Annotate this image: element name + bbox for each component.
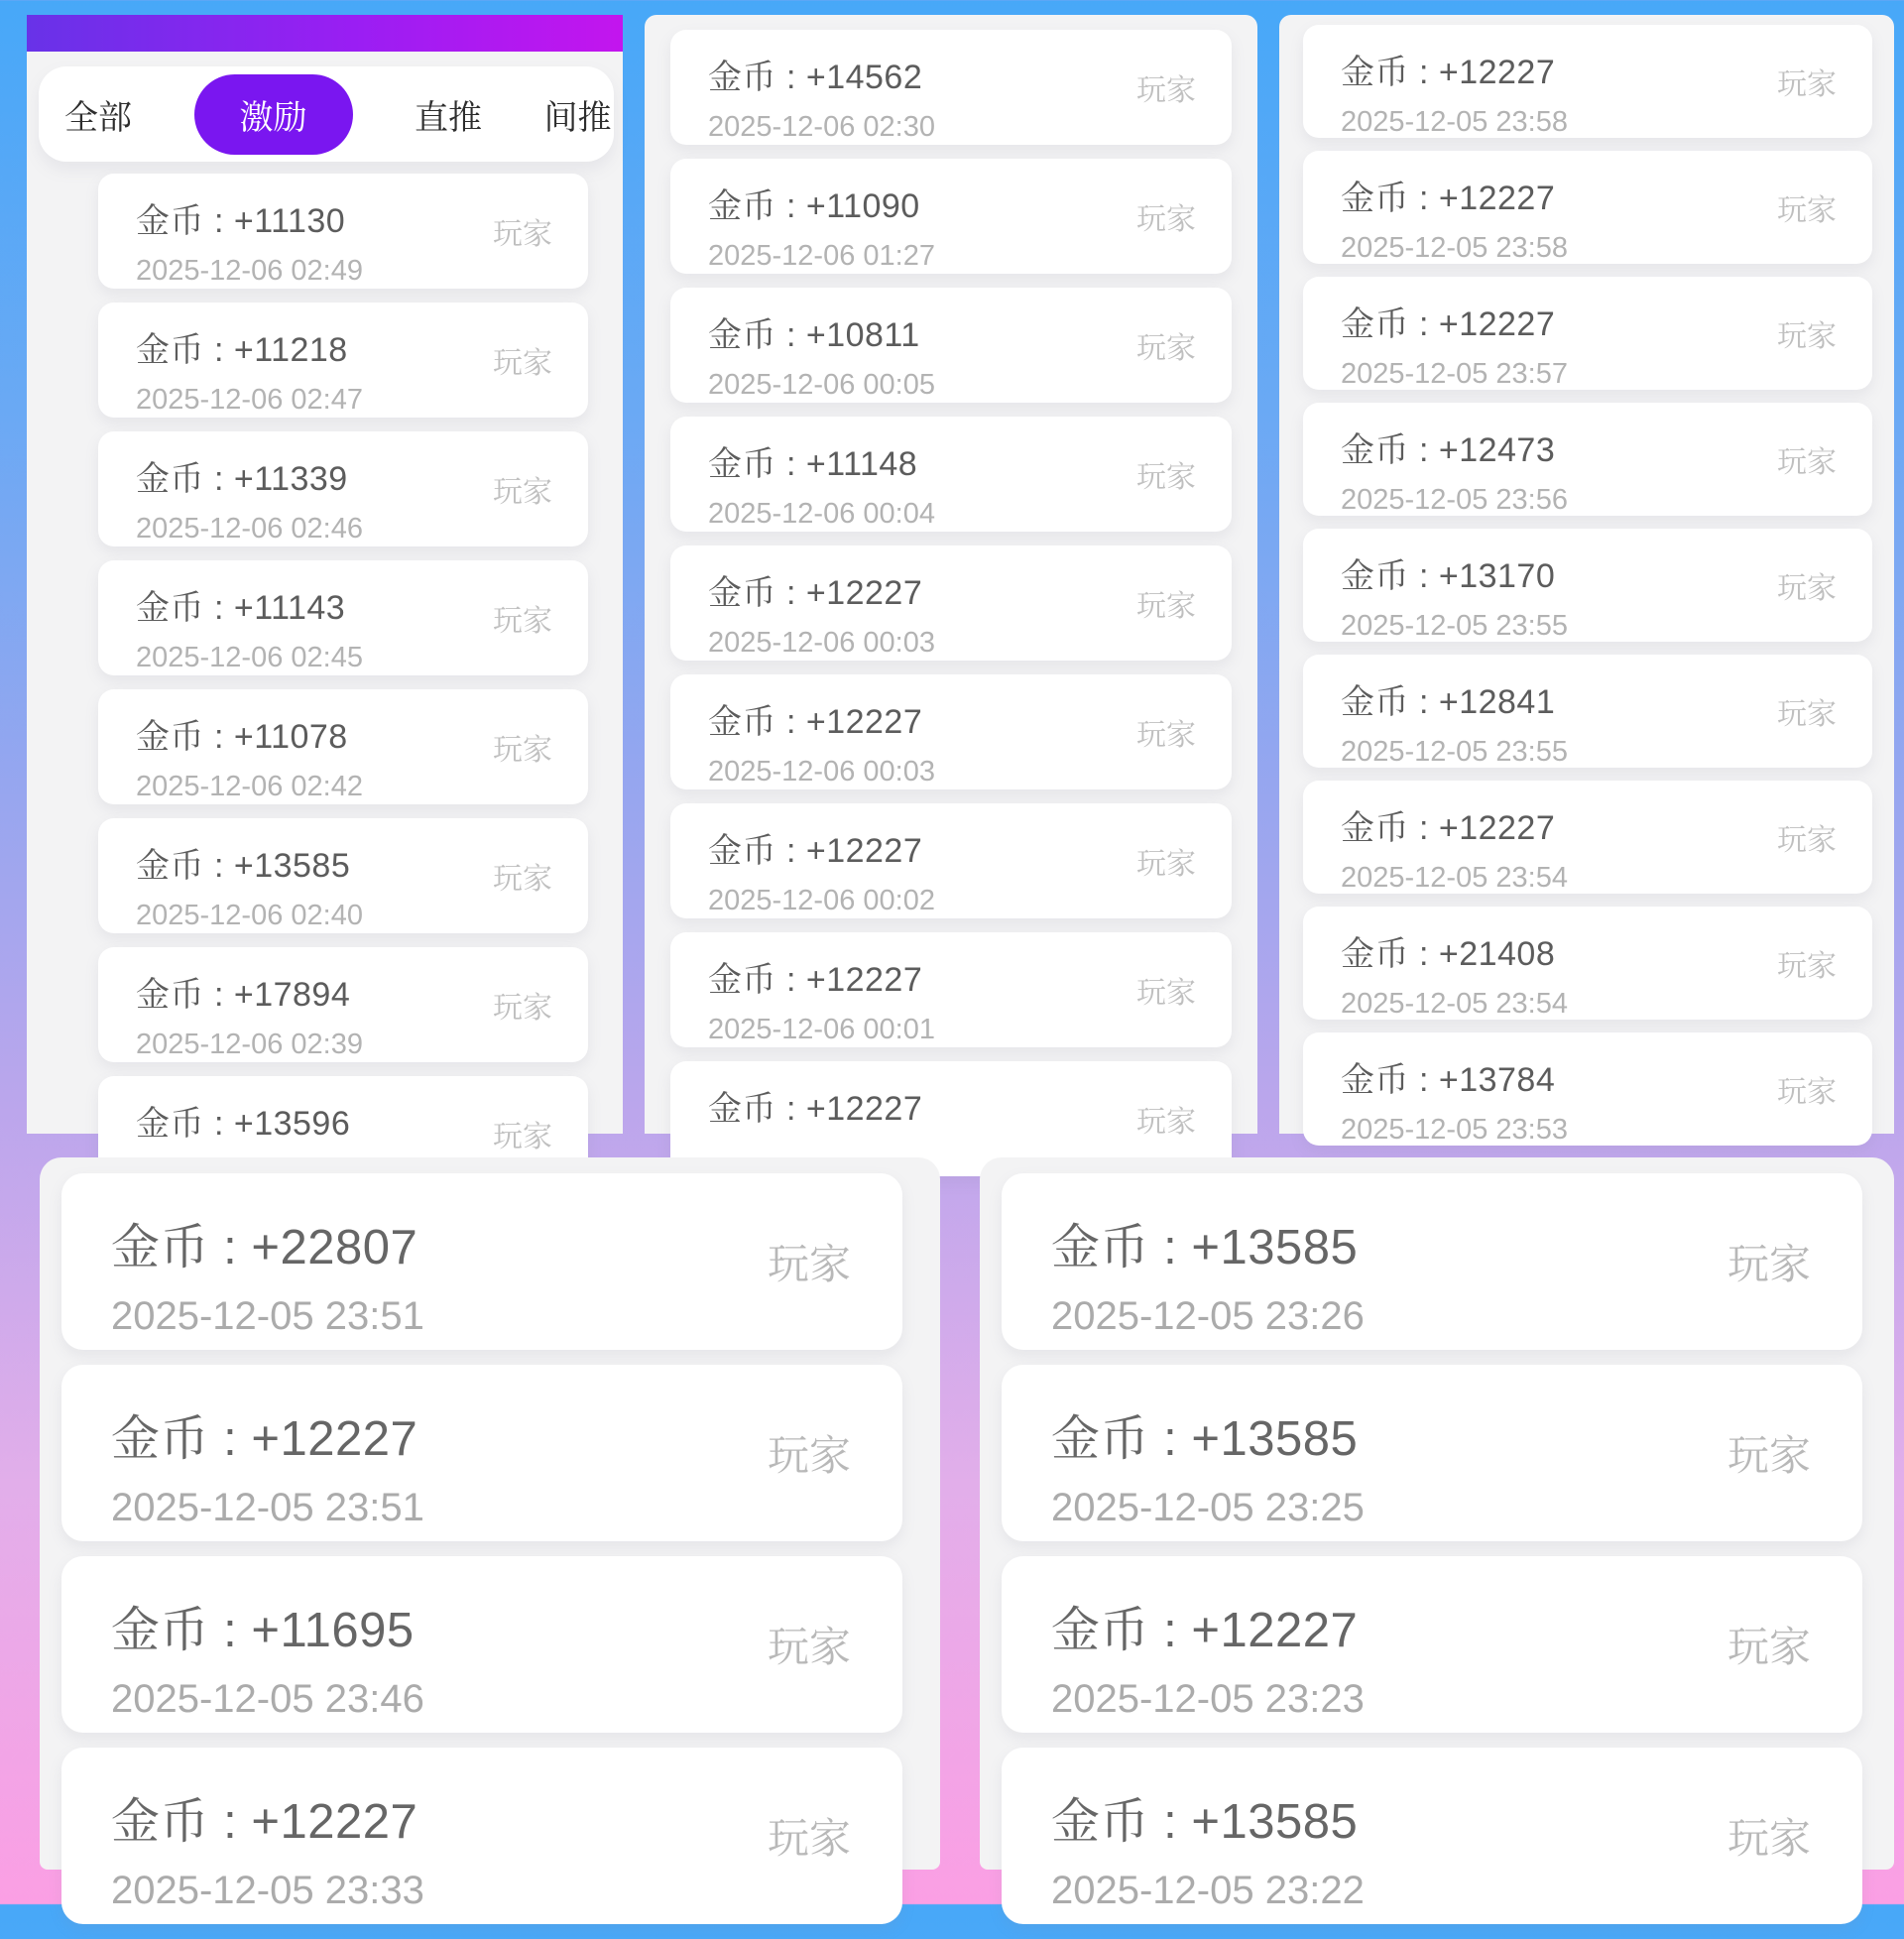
coin-record-card	[61, 1748, 902, 1924]
app-header-gradient-bar	[27, 15, 623, 52]
coin-amount-text: 金币 : +13585	[1051, 1795, 1359, 1849]
record-timestamp: 2025-12-05 23:51	[111, 1294, 424, 1338]
coin-amount-text: 金币 : +12227	[1341, 305, 1556, 343]
coin-record-card	[670, 674, 1232, 789]
coin-amount-text: 金币 : +13585	[1051, 1221, 1359, 1274]
record-timestamp: 2025-12-06 00:01	[708, 1014, 935, 1045]
coin-amount-text: 金币 : +12841	[1341, 683, 1556, 721]
player-tag: 玩家	[1777, 194, 1837, 227]
player-tag: 玩家	[1777, 446, 1837, 479]
record-timestamp: 2025-12-06 02:46	[136, 513, 363, 545]
coin-amount-text: 金币 : +12227	[708, 961, 923, 999]
record-timestamp: 2025-12-05 23:51	[111, 1486, 424, 1529]
player-tag: 玩家	[1136, 74, 1196, 107]
tab-item[interactable]	[415, 90, 482, 139]
record-timestamp: 2025-12-06 00:02	[708, 885, 935, 916]
coin-amount-text: 金币 : +13585	[136, 847, 351, 885]
record-timestamp: 2025-12-05 23:23	[1051, 1677, 1365, 1721]
coin-record-card	[1303, 907, 1872, 1020]
record-timestamp: 2025-12-05 23:55	[1341, 736, 1568, 768]
filter-tab-row	[39, 66, 733, 162]
coin-record-card	[670, 30, 1232, 145]
player-tag: 玩家	[767, 1815, 851, 1862]
coin-record-list[interactable]	[1303, 25, 1872, 1158]
coin-record-card	[98, 560, 588, 675]
coin-amount-text: 金币 : +12227	[708, 703, 923, 741]
player-tag: 玩家	[1136, 977, 1196, 1010]
coin-amount-text: 金币 : +12227	[708, 832, 923, 870]
coin-record-card	[670, 803, 1232, 918]
coin-amount-text: 金币 : +12227	[1341, 54, 1556, 91]
record-timestamp: 2025-12-05 23:55	[1341, 610, 1568, 642]
coin-record-card	[61, 1556, 902, 1733]
coin-amount-text: 金币 : +17894	[136, 976, 351, 1014]
screenshot-panel-top-right	[1279, 15, 1894, 1146]
coin-amount-text: 金币 : +12227	[1051, 1604, 1359, 1657]
player-tag: 玩家	[1136, 332, 1196, 365]
coin-record-card	[98, 947, 588, 1062]
coin-amount-text: 金币 : +12227	[708, 1090, 923, 1128]
record-timestamp: 2025-12-05 23:57	[1341, 358, 1568, 390]
coin-record-card	[1303, 277, 1872, 390]
coin-record-card	[98, 431, 588, 546]
record-timestamp: 2025-12-06 02:40	[136, 900, 363, 931]
coin-record-card	[1002, 1365, 1862, 1541]
coin-amount-text: 金币 : +12227	[1341, 809, 1556, 847]
player-tag: 玩家	[1777, 824, 1837, 857]
coin-record-list[interactable]	[61, 1173, 902, 1939]
coin-record-card	[1303, 1032, 1872, 1146]
player-tag: 玩家	[1136, 719, 1196, 752]
record-timestamp: 2025-12-06 02:45	[136, 642, 363, 673]
coin-record-list[interactable]	[98, 174, 588, 1205]
coin-amount-text: 金币 : +10811	[708, 316, 920, 354]
player-tag: 玩家	[493, 347, 552, 380]
record-timestamp: 2025-12-06 02:42	[136, 771, 363, 802]
coin-record-list[interactable]	[1002, 1173, 1862, 1939]
record-timestamp: 2025-12-05 23:33	[111, 1869, 424, 1912]
record-timestamp: 2025-12-05 23:58	[1341, 232, 1568, 264]
coin-amount-text: 金币 : +12227	[111, 1412, 418, 1466]
coin-record-card	[670, 288, 1232, 403]
record-timestamp: 2025-12-05 23:54	[1341, 862, 1568, 894]
player-tag: 玩家	[1726, 1624, 1811, 1670]
player-tag: 玩家	[1136, 590, 1196, 623]
coin-record-card	[1002, 1748, 1862, 1924]
screenshot-panel-bottom-right	[980, 1157, 1894, 1912]
player-tag: 玩家	[767, 1241, 851, 1287]
player-tag: 玩家	[1777, 320, 1837, 353]
tab-label: 激励	[239, 98, 307, 137]
coin-amount-text: 金币 : +13585	[1051, 1412, 1359, 1466]
coin-record-card	[1303, 781, 1872, 894]
tab-label: 全部	[64, 98, 132, 137]
coin-record-card	[98, 174, 588, 289]
record-timestamp: 2025-12-06 00:03	[708, 627, 935, 659]
coin-record-card	[670, 417, 1232, 532]
coin-amount-text: 金币 : +11078	[136, 718, 348, 756]
coin-record-card	[98, 303, 588, 418]
player-tag: 玩家	[493, 476, 552, 509]
coin-amount-text: 金币 : +11218	[136, 331, 348, 369]
player-tag: 玩家	[493, 218, 552, 251]
coin-record-card	[1002, 1173, 1862, 1350]
player-tag: 玩家	[1777, 68, 1837, 101]
player-tag: 玩家	[1726, 1241, 1811, 1287]
player-tag: 玩家	[767, 1624, 851, 1670]
tab-item[interactable]	[544, 90, 612, 139]
tab-label: 直推	[415, 98, 482, 137]
player-tag: 玩家	[1136, 1106, 1196, 1139]
player-tag: 玩家	[493, 863, 552, 896]
record-timestamp: 2025-12-05 23:58	[1341, 106, 1568, 138]
record-timestamp: 2025-12-06 00:05	[708, 369, 935, 401]
record-timestamp: 2025-12-05 23:25	[1051, 1486, 1365, 1529]
player-tag: 玩家	[493, 734, 552, 767]
record-timestamp: 2025-12-06 02:49	[136, 255, 363, 287]
filter-tab-bar	[39, 66, 614, 162]
coin-amount-text: 金币 : +12227	[708, 574, 923, 612]
player-tag: 玩家	[1726, 1432, 1811, 1479]
coin-record-card	[1303, 529, 1872, 642]
record-timestamp: 2025-12-06 00:04	[708, 498, 935, 530]
screenshot-panel-top-middle	[645, 15, 1257, 1139]
player-tag: 玩家	[1777, 1076, 1837, 1109]
player-tag: 玩家	[1777, 950, 1837, 983]
player-tag: 玩家	[493, 1121, 552, 1153]
coin-amount-text: 金币 : +12227	[1341, 180, 1556, 217]
record-timestamp: 2025-12-05 23:56	[1341, 484, 1568, 516]
screenshot-panel-top-left	[27, 15, 623, 1153]
coin-record-card	[670, 545, 1232, 661]
coin-record-card	[98, 818, 588, 933]
tab-item[interactable]	[194, 74, 353, 155]
coin-record-card	[1303, 151, 1872, 264]
coin-amount-text: 金币 : +22807	[111, 1221, 418, 1274]
coin-record-card	[61, 1173, 902, 1350]
coin-amount-text: 金币 : +11143	[136, 589, 346, 627]
coin-amount-text: 金币 : +13596	[136, 1105, 351, 1143]
record-timestamp: 2025-12-05 23:53	[1341, 1114, 1568, 1146]
coin-record-card	[1002, 1556, 1862, 1733]
coin-amount-text: 金币 : +11339	[136, 460, 348, 498]
coin-record-card	[1303, 655, 1872, 768]
screenshot-panel-bottom-left	[40, 1157, 940, 1912]
coin-record-card	[98, 689, 588, 804]
coin-record-card	[1303, 25, 1872, 138]
coin-amount-text: 金币 : +11148	[708, 445, 918, 483]
coin-amount-text: 金币 : +11090	[708, 187, 920, 225]
record-timestamp: 2025-12-06 02:30	[708, 111, 935, 143]
coin-record-card	[670, 159, 1232, 274]
coin-amount-text: 金币 : +11695	[111, 1604, 415, 1657]
player-tag: 玩家	[493, 992, 552, 1025]
player-tag: 玩家	[1777, 698, 1837, 731]
coin-record-list[interactable]	[670, 30, 1232, 1190]
record-timestamp: 2025-12-05 23:46	[111, 1677, 424, 1721]
coin-amount-text: 金币 : +21408	[1341, 935, 1556, 973]
player-tag: 玩家	[1726, 1815, 1811, 1862]
coin-amount-text: 金币 : +12473	[1341, 431, 1556, 469]
tab-item[interactable]	[64, 90, 132, 139]
record-timestamp: 2025-12-05 23:54	[1341, 988, 1568, 1020]
player-tag: 玩家	[1777, 572, 1837, 605]
coin-record-card	[1303, 403, 1872, 516]
coin-amount-text: 金币 : +13784	[1341, 1061, 1556, 1099]
record-timestamp: 2025-12-05 23:26	[1051, 1294, 1365, 1338]
player-tag: 玩家	[493, 605, 552, 638]
player-tag: 玩家	[767, 1432, 851, 1479]
coin-amount-text: 金币 : +13170	[1341, 557, 1556, 595]
coin-amount-text: 金币 : +12227	[111, 1795, 418, 1849]
coin-record-card	[61, 1365, 902, 1541]
record-timestamp: 2025-12-06 00:03	[708, 756, 935, 788]
player-tag: 玩家	[1136, 461, 1196, 494]
player-tag: 玩家	[1136, 203, 1196, 236]
record-timestamp: 2025-12-06 02:47	[136, 384, 363, 416]
player-tag: 玩家	[1136, 848, 1196, 881]
coin-amount-text: 金币 : +14562	[708, 59, 923, 96]
record-timestamp: 2025-12-06 02:39	[136, 1029, 363, 1060]
coin-amount-text: 金币 : +11130	[136, 202, 346, 240]
coin-record-card	[670, 932, 1232, 1047]
record-timestamp: 2025-12-05 23:22	[1051, 1869, 1365, 1912]
tab-label: 间推	[543, 98, 612, 137]
record-timestamp: 2025-12-06 01:27	[708, 240, 935, 272]
